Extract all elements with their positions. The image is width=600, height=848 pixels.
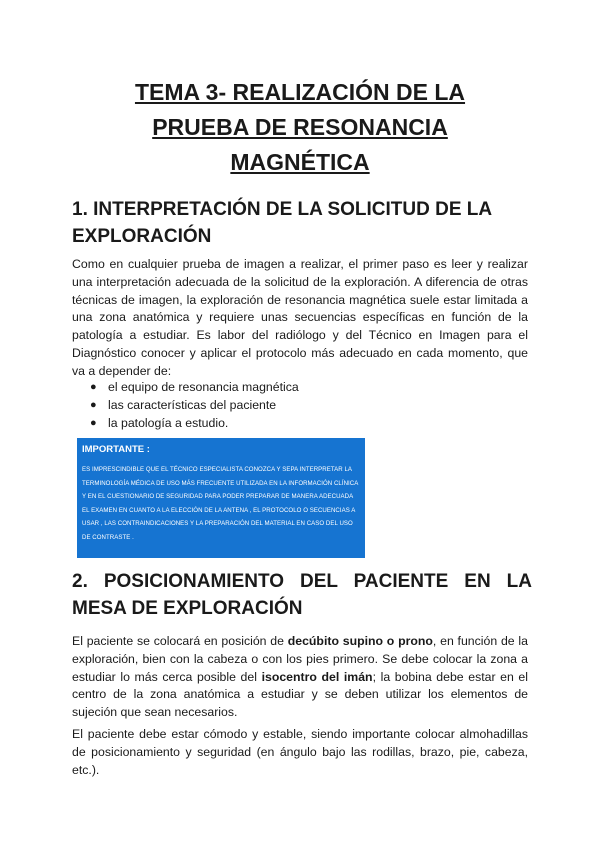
section-1-heading-line-2: EXPLORACIÓN [72, 226, 212, 247]
section-1-heading-line-1: 1. INTERPRETACIÓN DE LA SOLICITUD DE LA [72, 199, 493, 220]
list-item [90, 415, 510, 433]
bullet-icon: ● [90, 398, 97, 411]
document-title [60, 75, 540, 180]
section-2-heading [72, 568, 532, 622]
section-1-heading [72, 196, 532, 250]
emphasis-text: decúbito supino o prono [287, 634, 433, 648]
bullet-icon: ● [90, 416, 97, 429]
section-2-heading-line-1: 2. POSICIONAMIENTO DEL PACIENTE EN LA [72, 571, 532, 592]
list-item-text: la patología a estudio. [108, 415, 229, 430]
list-item-text: el equipo de resonancia magnética [108, 380, 299, 394]
section-2-heading-line-2: MESA DE EXPLORACIÓN [72, 598, 303, 619]
important-notice-box [77, 438, 365, 558]
title-line-3: MAGNÉTICA [230, 149, 370, 175]
section-2-paragraph-1 [72, 633, 528, 722]
requirements-list [90, 379, 510, 432]
emphasis-text: isocentro del imán [261, 669, 373, 684]
list-item-text: las características del paciente [108, 397, 277, 412]
paragraph-text: El paciente se colocará en posición de [72, 634, 288, 648]
bullet-icon: ● [90, 381, 97, 393]
list-item [90, 379, 510, 397]
paragraph-text: ; la bobina debe estar en el centro de la zona anatómica a estudiar y se deben utilizar los elementos de sujeción que sean necesarios. [72, 669, 528, 720]
paragraph-text: , en función de la exploración, bien con la cabeza o con los pies primero. Se debe colocar la zona a estudiar lo más cerca posible del [72, 634, 528, 684]
notice-title: IMPORTANTE : [82, 444, 150, 455]
list-item [90, 397, 510, 415]
title-line-2: PRUEBA DE RESONANCIA [152, 114, 448, 140]
title-line-1: TEMA 3- REALIZACIÓN DE LA [134, 79, 466, 105]
notice-body: ES IMPRESCINDIBLE QUE EL TÉCNICO ESPECIALISTA CONOZCA Y SEPA INTERPRETAR LA TERMINOLOGÍA MÉDICA DE USO MÁS FRECUENTE UTILIZADA EN LA INFORMACIÓN CLÍNICA Y EN EL CUESTIONARIO DE SEGURIDAD PARA PODER PREPARAR DE MANERA ADECUADA EL EXAMEN EN CUANTO A LA ELECCIÓN DE LA ANTENA , EL PROTOCOLO O SECUENCIAS A USAR , LAS CONTRAINDICACIONES Y LA PREPARACIÓN DEL MATERIAL EN CASO DEL USO DE CONTRASTE . [82, 466, 359, 541]
section-1-paragraph: Como en cualquier prueba de imagen a realizar, el primer paso es leer y realizar una interpretación adecuada de la solicitud de la exploración. A diferencia de otras técnicas de imagen, la exploración de resonancia magnética suele estar limitada a una zona anatómica y requiere unas secuencias específicas en función de la patología a estudiar. Es labor del radiólogo y del Técnico en Imagen para el Diagnóstico conocer y aplicar el protocolo más adecuado en cada momento, que va a depender de: [72, 257, 528, 378]
section-2-paragraph-2: El paciente debe estar cómodo y estable, siendo importante colocar almohadillas de posicionamiento y seguridad (en ángulo bajo las rodillas, brazo, pie, cabeza, etc.). [72, 727, 528, 777]
